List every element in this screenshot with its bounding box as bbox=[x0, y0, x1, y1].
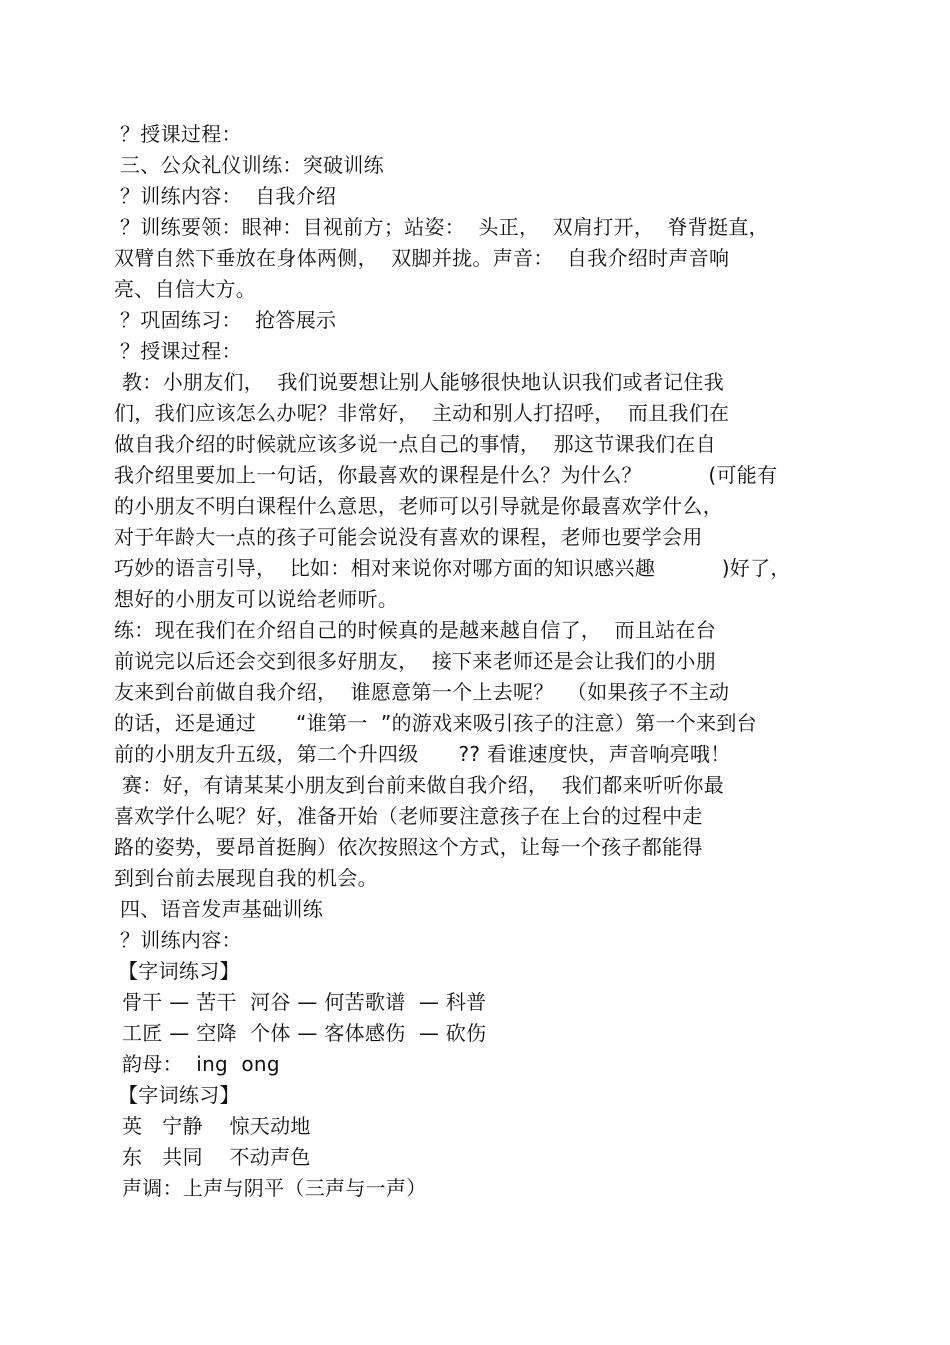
text-line: 前说完以后还会交到很多好朋友， 接下来老师还是会让我们的小朋 bbox=[114, 649, 717, 673]
section-heading: 三、公众礼仪训练：突破训练 bbox=[120, 153, 384, 177]
text-line: 双臂自然下垂放在身体两侧， 双脚并拢。声音： 自我介绍时声音响 bbox=[114, 246, 730, 270]
text-line: ？训练要领：眼神：目视前方；站姿： 头正， 双肩打开， 脊背挺直， bbox=[120, 215, 769, 239]
text-line: 练：现在我们在介绍自己的时候真的是越来越自信了， 而且站在台 bbox=[114, 618, 717, 642]
text-line: ？训练内容： 自我介绍 bbox=[120, 184, 337, 208]
text-line: 工匠 — 空降 个体 — 客体感伤 — 砍伤 bbox=[122, 1021, 487, 1045]
text-line: ？授课过程： bbox=[120, 339, 242, 363]
text-line: 东 共同 不动声色 bbox=[122, 1145, 311, 1169]
text-line: 亮、自信大方。 bbox=[114, 277, 257, 301]
text-line: 们，我们应该怎么办呢？非常好， 主动和别人打招呼， 而且我们在 bbox=[114, 401, 730, 425]
text-line: 声调：上声与阴平（三声与一声） bbox=[122, 1176, 427, 1200]
text-line: 喜欢学什么呢？好，准备开始（老师要注意孩子在上台的过程中走 bbox=[114, 804, 703, 828]
text-line: 路的姿势，要昂首挺胸）依次按照这个方式，让每一个孩子都能得 bbox=[114, 835, 703, 859]
text-line: 赛：好，有请某某小朋友到台前来做自我介绍， 我们都来听听你最 bbox=[122, 773, 725, 797]
text-line: 韵母： ing ong bbox=[122, 1052, 280, 1076]
subheading: 【字词练习】 bbox=[118, 1083, 240, 1107]
text-line: ？训练内容： bbox=[120, 928, 242, 952]
text-line: 做自我介绍的时候就应该多说一点自己的事情， 那这节课我们在自 bbox=[114, 432, 717, 456]
subheading: 【字词练习】 bbox=[118, 959, 240, 983]
text-line: 教：小朋友们， 我们说要想让别人能够很快地认识我们或者记住我 bbox=[122, 370, 725, 394]
section-heading: 四、语音发声基础训练 bbox=[120, 897, 323, 921]
text-line: ？巩固练习： 抢答展示 bbox=[120, 308, 337, 332]
text-line: ？授课过程： bbox=[120, 122, 242, 146]
text-line: 的小朋友不明白课程什么意思，老师可以引导就是你最喜欢学什么， bbox=[114, 494, 723, 518]
text-line: 对于年龄大一点的孩子可能会说没有喜欢的课程，老师也要学会用 bbox=[114, 525, 703, 549]
text-line: 巧妙的语言引导， 比如：相对来说你对哪方面的知识感兴趣 )好了， bbox=[114, 556, 791, 580]
text-line: 到到台前去展现自我的机会。 bbox=[114, 866, 378, 890]
text-line: 前的小朋友升五级，第二个升四级 ?? 看谁速度快，声音响亮哦！ bbox=[114, 742, 731, 766]
text-line: 我介绍里要加上一句话，你最喜欢的课程是什么？为什么？ (可能有 bbox=[114, 463, 778, 487]
text-line: 的话，还是通过 “谁第一 ”的游戏来吸引孩子的注意）第一个来到台 bbox=[114, 711, 757, 735]
text-line: 英 宁静 惊天动地 bbox=[122, 1114, 311, 1138]
text-line: 友来到台前做自我介绍， 谁愿意第一个上去呢？ （如果孩子不主动 bbox=[114, 680, 730, 704]
text-line: 骨干 — 苦干 河谷 — 何苦歌谱 — 科普 bbox=[122, 990, 487, 1014]
text-line: 想好的小朋友可以说给老师听。 bbox=[114, 587, 399, 611]
